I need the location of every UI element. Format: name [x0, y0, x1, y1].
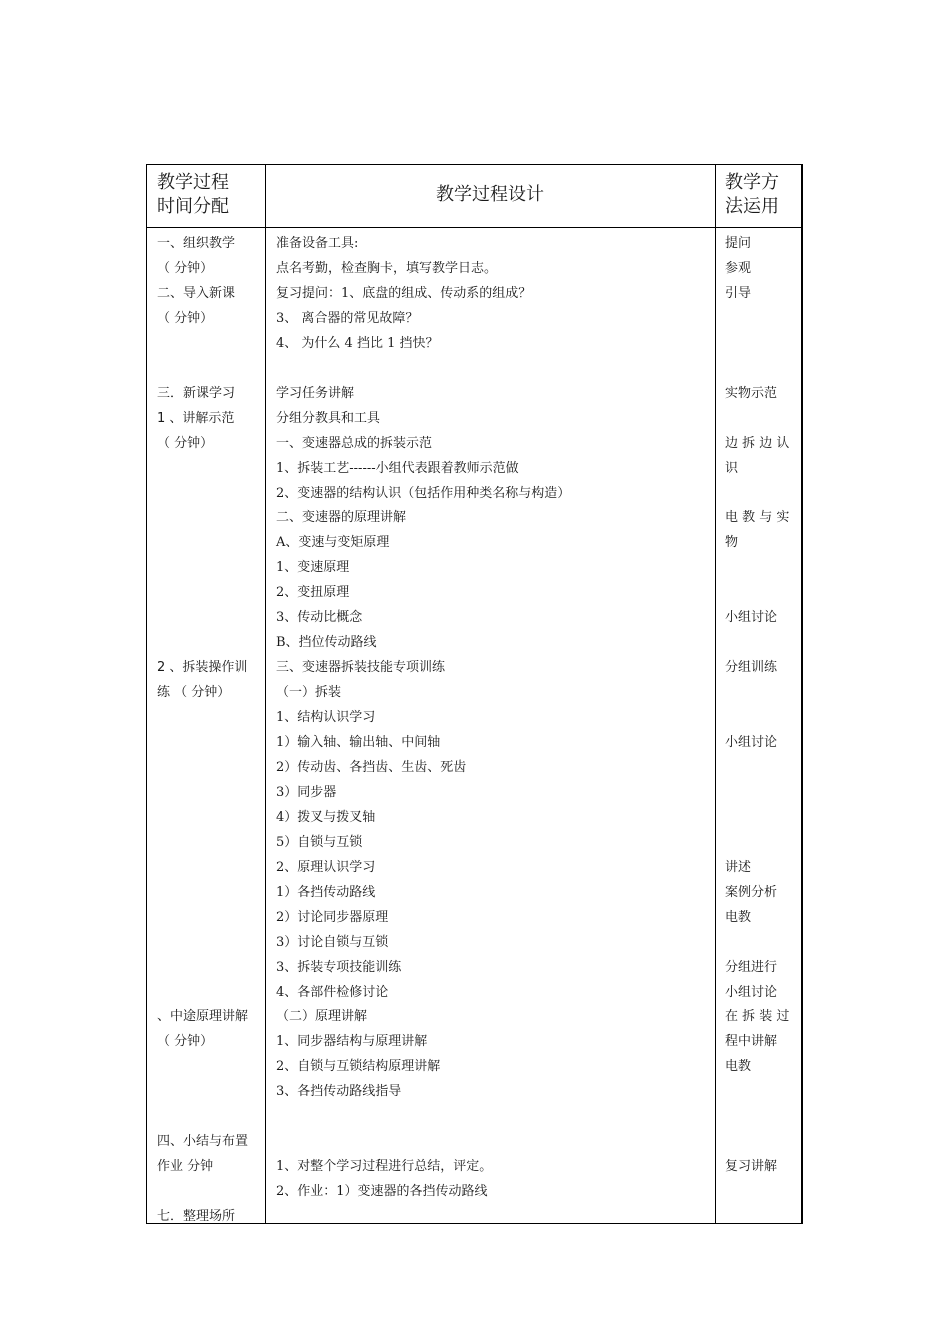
process-design-line: 1）各挡传动路线	[276, 884, 376, 900]
header-teaching-method	[725, 171, 779, 219]
process-design-line: A、变速与变矩原理	[276, 535, 390, 551]
teaching-method-cell: 提问	[725, 236, 752, 251]
process-design-line: 二、变速器的原理讲解	[276, 510, 407, 526]
time-allocation-cell: 1 、讲解示范	[157, 410, 235, 426]
process-design-line: 2、变速器的结构认识（包括作用种类名称与构造）	[276, 485, 571, 501]
process-design-line: 分组分教具和工具	[276, 410, 381, 426]
time-allocation-cell: 、中途原理讲解	[157, 1009, 249, 1025]
process-design-line: 2、变扭原理	[276, 585, 350, 601]
header-time-allocation	[157, 171, 229, 219]
teaching-method-cell: 实物示范	[725, 385, 778, 401]
process-design-line: 一、变速器总成的拆装示范	[276, 435, 433, 451]
process-design-line: 3、各挡传动路线指导	[276, 1084, 402, 1100]
teaching-method-cell: 物	[725, 535, 739, 551]
teaching-method-cell: 在 拆 装 过	[725, 1009, 790, 1025]
time-allocation-cell: （ 分钟）	[157, 1034, 214, 1050]
process-design-line: 准备设备工具:	[276, 236, 359, 251]
process-design-line: 4）拨叉与拨叉轴	[276, 809, 376, 825]
teaching-method-cell: 参观	[725, 260, 752, 276]
process-design-line: 三、变速器拆装技能专项训练	[276, 660, 446, 676]
header-text: 法运用	[725, 196, 779, 217]
teaching-method-cell: 电教	[725, 1059, 752, 1075]
teaching-method-cell: 分组进行	[725, 959, 778, 975]
teaching-method-cell: 边 拆 边 认	[725, 435, 790, 451]
process-design-line: 1、同步器结构与原理讲解	[276, 1034, 428, 1050]
time-allocation-cell: 练 （ 分钟）	[157, 685, 231, 701]
column-divider	[265, 165, 266, 1223]
process-design-line: （二）原理讲解	[276, 1009, 368, 1025]
process-design-line: 1）输入轴、输出轴、中间轴	[276, 735, 441, 750]
process-design-line: 2、自锁与互锁结构原理讲解	[276, 1059, 441, 1075]
process-design-line: 1、拆装工艺------小组代表跟着教师示范做	[276, 460, 519, 476]
process-design-line: 1、结构认识学习	[276, 710, 376, 726]
teaching-method-cell: 小组讨论	[725, 610, 778, 626]
time-allocation-cell: 一、组织教学	[157, 236, 236, 251]
process-design-line: 5）自锁与互锁	[276, 834, 363, 850]
process-design-line: 3、拆装专项技能训练	[276, 959, 402, 975]
teaching-method-cell: 案例分析	[725, 884, 778, 900]
teaching-method-cell: 程中讲解	[725, 1034, 778, 1050]
process-design-line: 复习提问：1、底盘的组成、传动系的组成？	[276, 285, 532, 301]
process-design-line: B、挡位传动路线	[276, 635, 377, 651]
process-design-line: 2）传动齿、各挡齿、生齿、死齿	[276, 759, 467, 775]
process-design-line: 1、变速原理	[276, 560, 350, 576]
time-allocation-cell: 四、小结与布置	[157, 1134, 249, 1150]
teaching-method-cell: 复习讲解	[725, 1159, 778, 1175]
teaching-method-cell: 识	[725, 460, 739, 476]
process-design-line: 2、原理认识学习	[276, 859, 376, 875]
teaching-method-cell: 引导	[725, 285, 752, 301]
process-design-line: 2、作业：1）变速器的各挡传动路线	[276, 1184, 488, 1200]
time-allocation-cell: 作业 分钟	[157, 1159, 214, 1175]
process-design-line: 2）讨论同步器原理	[276, 909, 389, 925]
teaching-method-cell: 电教	[725, 909, 752, 925]
process-design-line: 3、传动比概念	[276, 610, 363, 626]
header-divider	[147, 227, 801, 228]
header-text: 教学过程	[157, 172, 229, 193]
time-allocation-cell: 二、导入新课	[157, 285, 236, 301]
process-design-line: 1、对整个学习过程进行总结，评定。	[276, 1159, 493, 1175]
process-design-line: 3）同步器	[276, 784, 337, 800]
time-allocation-cell: 三．新课学习	[157, 385, 236, 401]
process-design-line: 4、 为什么 4 挡比 1 挡快？	[276, 335, 439, 351]
time-allocation-cell: （ 分钟）	[157, 435, 214, 451]
process-design-line: 点名考勤，检查胸卡，填写教学日志。	[276, 260, 498, 276]
time-allocation-cell: （ 分钟）	[157, 260, 214, 276]
time-allocation-cell: 七．整理场所	[157, 1209, 236, 1225]
process-design-line: 3）讨论自锁与互锁	[276, 934, 389, 950]
teaching-method-cell: 分组训练	[725, 660, 778, 676]
teaching-method-cell: 电 教 与 实	[725, 510, 790, 526]
time-allocation-cell: （ 分钟）	[157, 310, 214, 326]
process-design-line: 学习任务讲解	[276, 385, 355, 401]
column-divider	[715, 165, 716, 1223]
time-allocation-cell: 2 、拆装操作训	[157, 660, 248, 676]
header-text: 时间分配	[157, 196, 229, 217]
teaching-method-cell: 小组讨论	[725, 984, 778, 1000]
lesson-plan-table	[146, 164, 803, 1224]
process-design-line: 3、 离合器的常见故障？	[276, 310, 419, 326]
header-text: 教学方	[725, 172, 779, 193]
teaching-method-cell: 小组讨论	[725, 735, 778, 750]
teaching-method-cell: 讲述	[725, 859, 752, 875]
process-design-line: 4、各部件检修讨论	[276, 984, 389, 1000]
header-process-design: 教学过程设计	[436, 184, 544, 205]
process-design-line: （一）拆装	[276, 685, 342, 701]
